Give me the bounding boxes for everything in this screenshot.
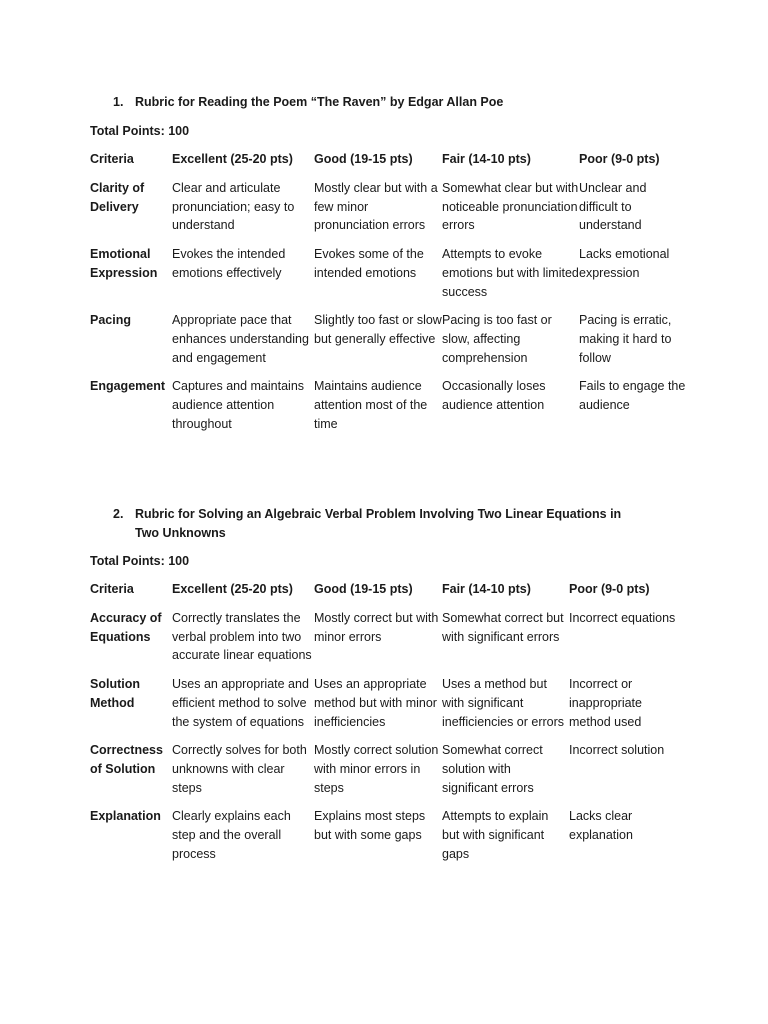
criteria-cell: Engagement <box>90 379 166 394</box>
header-poor: Poor (9-0 pts) <box>579 152 660 166</box>
poor-cell: Lacks emotional expression <box>579 247 670 280</box>
rubric-title: Rubric for Solving an Algebraic Verbal Problem Involving Two Linear Equations in Two Unknowns <box>135 507 622 540</box>
table-row <box>90 741 686 807</box>
good-cell: Maintains audience attention most of the time <box>314 379 428 431</box>
rubric-heading <box>113 505 633 542</box>
criteria-cell: Accuracy of Equations <box>90 611 162 644</box>
poor-cell: Pacing is erratic, making it hard to follow <box>579 313 672 365</box>
fair-cell: Attempts to evoke emotions but with limited success <box>442 247 579 299</box>
good-cell: Mostly correct solution with minor errors in steps <box>314 743 439 795</box>
header-good: Good (19-15 pts) <box>314 152 413 166</box>
fair-cell: Somewhat correct solution with significant errors <box>442 743 543 795</box>
header-good: Good (19-15 pts) <box>314 582 413 596</box>
table-row <box>90 245 686 311</box>
criteria-cell: Clarity of Delivery <box>90 181 145 214</box>
good-cell: Mostly correct but with minor errors <box>314 611 439 644</box>
header-excellent: Excellent (25-20 pts) <box>172 582 293 596</box>
excellent-cell: Clear and articulate pronunciation; easy to understand <box>172 181 295 233</box>
header-fair: Fair (14-10 pts) <box>442 582 531 596</box>
header-criteria: Criteria <box>90 582 134 596</box>
rubric-heading <box>113 93 633 112</box>
excellent-cell: Correctly solves for both unknowns with clear steps <box>172 743 307 795</box>
poor-cell: Incorrect or inappropriate method used <box>569 677 642 729</box>
poor-cell: Lacks clear explanation <box>569 809 633 843</box>
excellent-cell: Clearly explains each step and the overall process <box>172 809 291 861</box>
header-criteria: Criteria <box>90 152 134 166</box>
excellent-cell: Appropriate pace that enhances understanding and engagement <box>172 313 309 365</box>
fair-cell: Uses a method but with significant inefficiencies or errors <box>442 677 565 729</box>
header-poor: Poor (9-0 pts) <box>569 582 650 596</box>
table-row <box>90 675 686 741</box>
rubric-title: Rubric for Reading the Poem “The Raven” by Edgar Allan Poe <box>135 95 504 109</box>
fair-cell: Pacing is too fast or slow, affecting comprehension <box>442 313 552 365</box>
fair-cell: Attempts to explain but with significant gaps <box>442 809 549 861</box>
criteria-cell: Pacing <box>90 313 131 328</box>
poor-cell: Incorrect solution <box>569 743 665 758</box>
excellent-cell: Correctly translates the verbal problem into two accurate linear equations <box>172 611 312 663</box>
list-number: 2. <box>113 507 124 521</box>
total-points: Total Points: 100 <box>90 554 190 568</box>
list-number: 1. <box>113 95 124 109</box>
rubric-table <box>90 150 686 443</box>
criteria-cell: Explanation <box>90 809 161 824</box>
poor-cell: Fails to engage the audience <box>579 379 686 413</box>
excellent-cell: Uses an appropriate and efficient method to solve the system of equations <box>172 677 309 729</box>
good-cell: Slightly too fast or slow but generally effective <box>314 313 442 346</box>
good-cell: Explains most steps but with some gaps <box>314 809 426 843</box>
table-row <box>90 311 686 377</box>
rubric-table <box>90 580 686 873</box>
fair-cell: Occasionally loses audience attention <box>442 379 546 413</box>
total-points: Total Points: 100 <box>90 124 190 138</box>
criteria-cell: Solution Method <box>90 677 140 710</box>
table-row <box>90 609 686 675</box>
poor-cell: Unclear and difficult to understand <box>579 181 647 233</box>
header-excellent: Excellent (25-20 pts) <box>172 152 293 166</box>
excellent-cell: Captures and maintains audience attention throughout <box>172 379 305 431</box>
good-cell: Uses an appropriate method but with minor inefficiencies <box>314 677 437 729</box>
excellent-cell: Evokes the intended emotions effectively <box>172 247 286 280</box>
poor-cell: Incorrect equations <box>569 611 676 625</box>
fair-cell: Somewhat correct but with significant errors <box>442 611 564 644</box>
header-fair: Fair (14-10 pts) <box>442 152 531 166</box>
fair-cell: Somewhat clear but with noticeable pronunciation errors <box>442 181 579 233</box>
criteria-cell: Emotional Expression <box>90 247 158 280</box>
good-cell: Mostly clear but with a few minor pronunciation errors <box>314 181 438 233</box>
good-cell: Evokes some of the intended emotions <box>314 247 424 280</box>
table-header-row <box>90 150 686 179</box>
table-row <box>90 807 686 873</box>
criteria-cell: Correctness of Solution <box>90 743 163 776</box>
table-row <box>90 179 686 245</box>
table-row <box>90 377 686 443</box>
table-header-row <box>90 580 686 609</box>
